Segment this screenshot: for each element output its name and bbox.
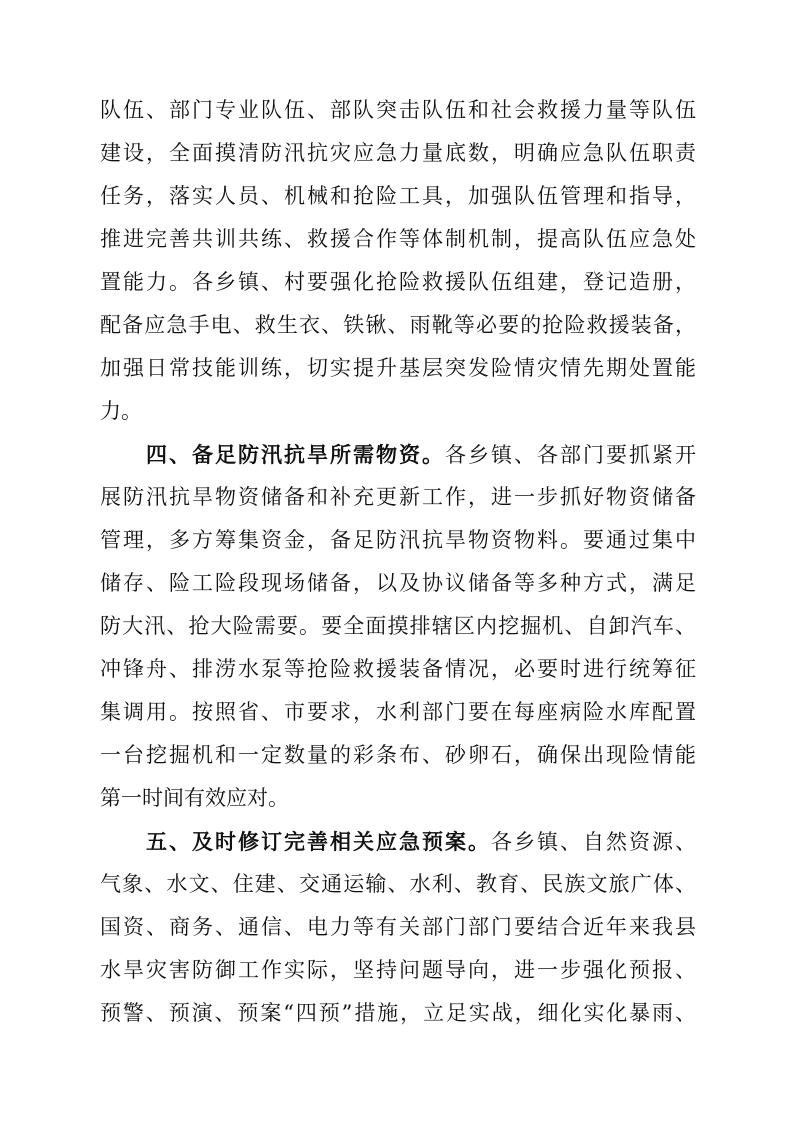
paragraph-emergency-plans xyxy=(100,820,696,1035)
text-line: 管理，多方筹集资金，备足防汛抗旱物资物料。要通过集中 xyxy=(100,528,696,552)
text-line xyxy=(100,820,696,863)
paragraph-team-building xyxy=(100,89,696,433)
text-line: 储存、险工险段现场储备，以及协议储备等多种方式，满足 xyxy=(100,571,696,595)
text-line: 水旱灾害防御工作实际，坚持问题导向，进一步强化预报、 xyxy=(100,958,696,982)
text-line: 力。 xyxy=(100,399,142,423)
text-line: 推进完善共训共练、救援合作等体制机制，提高队伍应急处 xyxy=(100,227,696,251)
text-line: 配备应急手电、救生衣、铁锹、雨靴等必要的抢险救援装备， xyxy=(100,313,696,337)
document-page xyxy=(100,89,696,1035)
text-line xyxy=(100,433,696,476)
text-line: 冲锋舟、排涝水泵等抢险救援装备情况，必要时进行统筹征 xyxy=(100,657,696,681)
section-heading-4: 四、备足防汛抗旱所需物资。 xyxy=(146,442,445,467)
text-line: 展防汛抗旱物资储备和补充更新工作，进一步抓好物资储备 xyxy=(100,485,696,509)
text-span: 各乡镇、各部门要抓紧开 xyxy=(445,443,696,467)
section-heading-5: 五、及时修订完善相关应急预案。 xyxy=(146,829,491,854)
paragraph-supplies xyxy=(100,433,696,820)
text-line: 集调用。按照省、市要求，水利部门要在每座病险水库配置 xyxy=(100,700,696,724)
text-line: 建设，全面摸清防汛抗灾应急力量底数，明确应急队伍职责 xyxy=(100,141,696,165)
text-line: 预警、预演、预案“四预”措施，立足实战，细化实化暴雨、 xyxy=(100,1001,696,1025)
text-line: 置能力。各乡镇、村要强化抢险救援队伍组建，登记造册， xyxy=(100,270,696,294)
text-line: 任务，落实人员、机械和抢险工具，加强队伍管理和指导， xyxy=(100,184,696,208)
text-line: 加强日常技能训练，切实提升基层突发险情灾情先期处置能 xyxy=(100,356,696,380)
text-line: 队伍、部门专业队伍、部队突击队伍和社会救援力量等队伍 xyxy=(100,98,696,122)
text-line: 气象、水文、住建、交通运输、水利、教育、民族文旅广体、 xyxy=(100,872,696,896)
text-span: 各乡镇、自然资源、 xyxy=(491,830,696,854)
text-line: 第一时间有效应对。 xyxy=(100,786,289,810)
text-line: 一台挖掘机和一定数量的彩条布、砂卵石，确保出现险情能 xyxy=(100,743,696,767)
text-line: 防大汛、抢大险需要。要全面摸排辖区内挖掘机、自卸汽车、 xyxy=(100,614,696,638)
text-line: 国资、商务、通信、电力等有关部门部门要结合近年来我县 xyxy=(100,915,696,939)
